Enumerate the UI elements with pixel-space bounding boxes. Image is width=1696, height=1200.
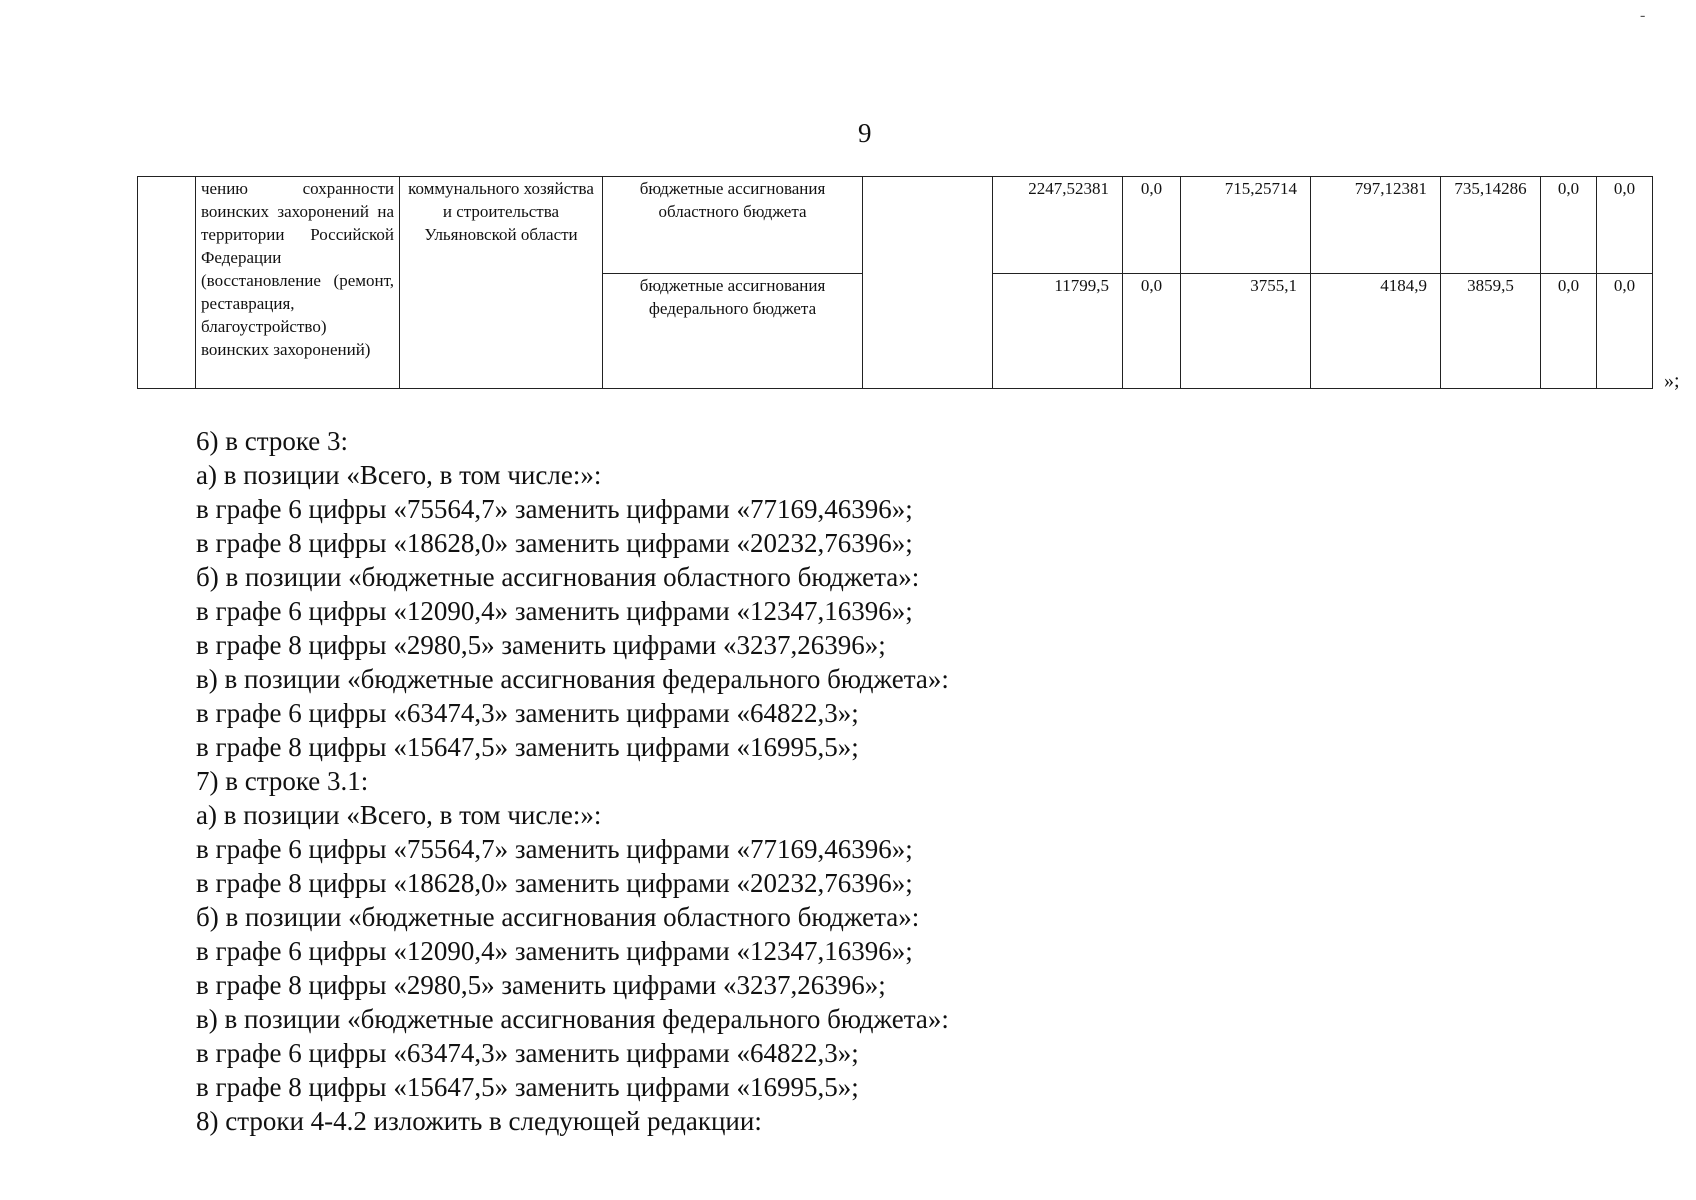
total-federal: 11799,5 — [993, 273, 1123, 388]
value-cell: 0,0 — [1597, 273, 1653, 388]
text-line: в) в позиции «бюджетные ассигнования федерального бюджета»: — [196, 1004, 949, 1034]
text-line: в графе 8 цифры «18628,0» заменить цифрами «20232,76396»; — [196, 528, 913, 558]
page-number: 9 — [858, 118, 872, 148]
executor-cell: коммунального хозяйства и строительства Ульяновской области — [400, 177, 603, 389]
budget-table — [137, 176, 1653, 389]
value-cell: 3859,5 — [1441, 273, 1541, 388]
text-line: в графе 8 цифры «2980,5» заменить цифрами «3237,26396»; — [196, 970, 886, 1000]
value-cell: 0,0 — [1541, 177, 1597, 274]
value-cell: 797,12381 — [1311, 177, 1441, 274]
amendment-text — [196, 424, 1546, 1138]
value-cell: 3755,1 — [1181, 273, 1311, 388]
value-cell: 715,25714 — [1181, 177, 1311, 274]
row-number-cell — [138, 177, 196, 389]
value-cell: 735,14286 — [1441, 177, 1541, 274]
text-line: в графе 8 цифры «18628,0» заменить цифрами «20232,76396»; — [196, 868, 913, 898]
text-line: в графе 8 цифры «15647,5» заменить цифрами «16995,5»; — [196, 732, 859, 762]
text-line: а) в позиции «Всего, в том числе:»: — [196, 460, 602, 490]
funding-source-regional: бюджетные ассигнования областного бюджета — [603, 177, 863, 274]
value-cell: 0,0 — [1597, 177, 1653, 274]
event-name-cell: чению сохранности воинских захоронений на территории Российской Федерации (восстановление (ремонт, реставрация, благоустройство) воинских захоронений) — [196, 177, 400, 389]
text-line: в графе 6 цифры «63474,3» заменить цифрами «64822,3»; — [196, 1038, 859, 1068]
text-line: в графе 8 цифры «15647,5» заменить цифрами «16995,5»; — [196, 1072, 859, 1102]
value-cell: 4184,9 — [1311, 273, 1441, 388]
value-cell: 0,0 — [1123, 177, 1181, 274]
table-row-regional — [138, 177, 1653, 274]
text-line: в графе 6 цифры «75564,7» заменить цифрами «77169,46396»; — [196, 494, 913, 524]
value-cell: 0,0 — [1123, 273, 1181, 388]
text-line: в графе 6 цифры «63474,3» заменить цифрами «64822,3»; — [196, 698, 859, 728]
value-cell: 0,0 — [1541, 273, 1597, 388]
text-line: б) в позиции «бюджетные ассигнования областного бюджета»: — [196, 902, 920, 932]
text-line: 7) в строке 3.1: — [196, 766, 369, 796]
text-line: а) в позиции «Всего, в том числе:»: — [196, 800, 602, 830]
empty-cell — [863, 177, 993, 389]
text-line: в графе 6 цифры «12090,4» заменить цифрами «12347,16396»; — [196, 596, 913, 626]
stray-scan-mark: - — [1640, 7, 1646, 24]
text-line: в графе 8 цифры «2980,5» заменить цифрами «3237,26396»; — [196, 630, 886, 660]
text-line: 8) строки 4-4.2 изложить в следующей редакции: — [196, 1106, 762, 1136]
text-line: б) в позиции «бюджетные ассигнования областного бюджета»: — [196, 562, 920, 592]
text-line: в графе 6 цифры «75564,7» заменить цифрами «77169,46396»; — [196, 834, 913, 864]
closing-quote: »; — [1664, 370, 1680, 392]
text-line: 6) в строке 3: — [196, 426, 349, 456]
text-line: в графе 6 цифры «12090,4» заменить цифрами «12347,16396»; — [196, 936, 913, 966]
total-regional: 2247,52381 — [993, 177, 1123, 274]
text-line: в) в позиции «бюджетные ассигнования федерального бюджета»: — [196, 664, 949, 694]
funding-source-federal: бюджетные ассигнования федерального бюджета — [603, 273, 863, 388]
